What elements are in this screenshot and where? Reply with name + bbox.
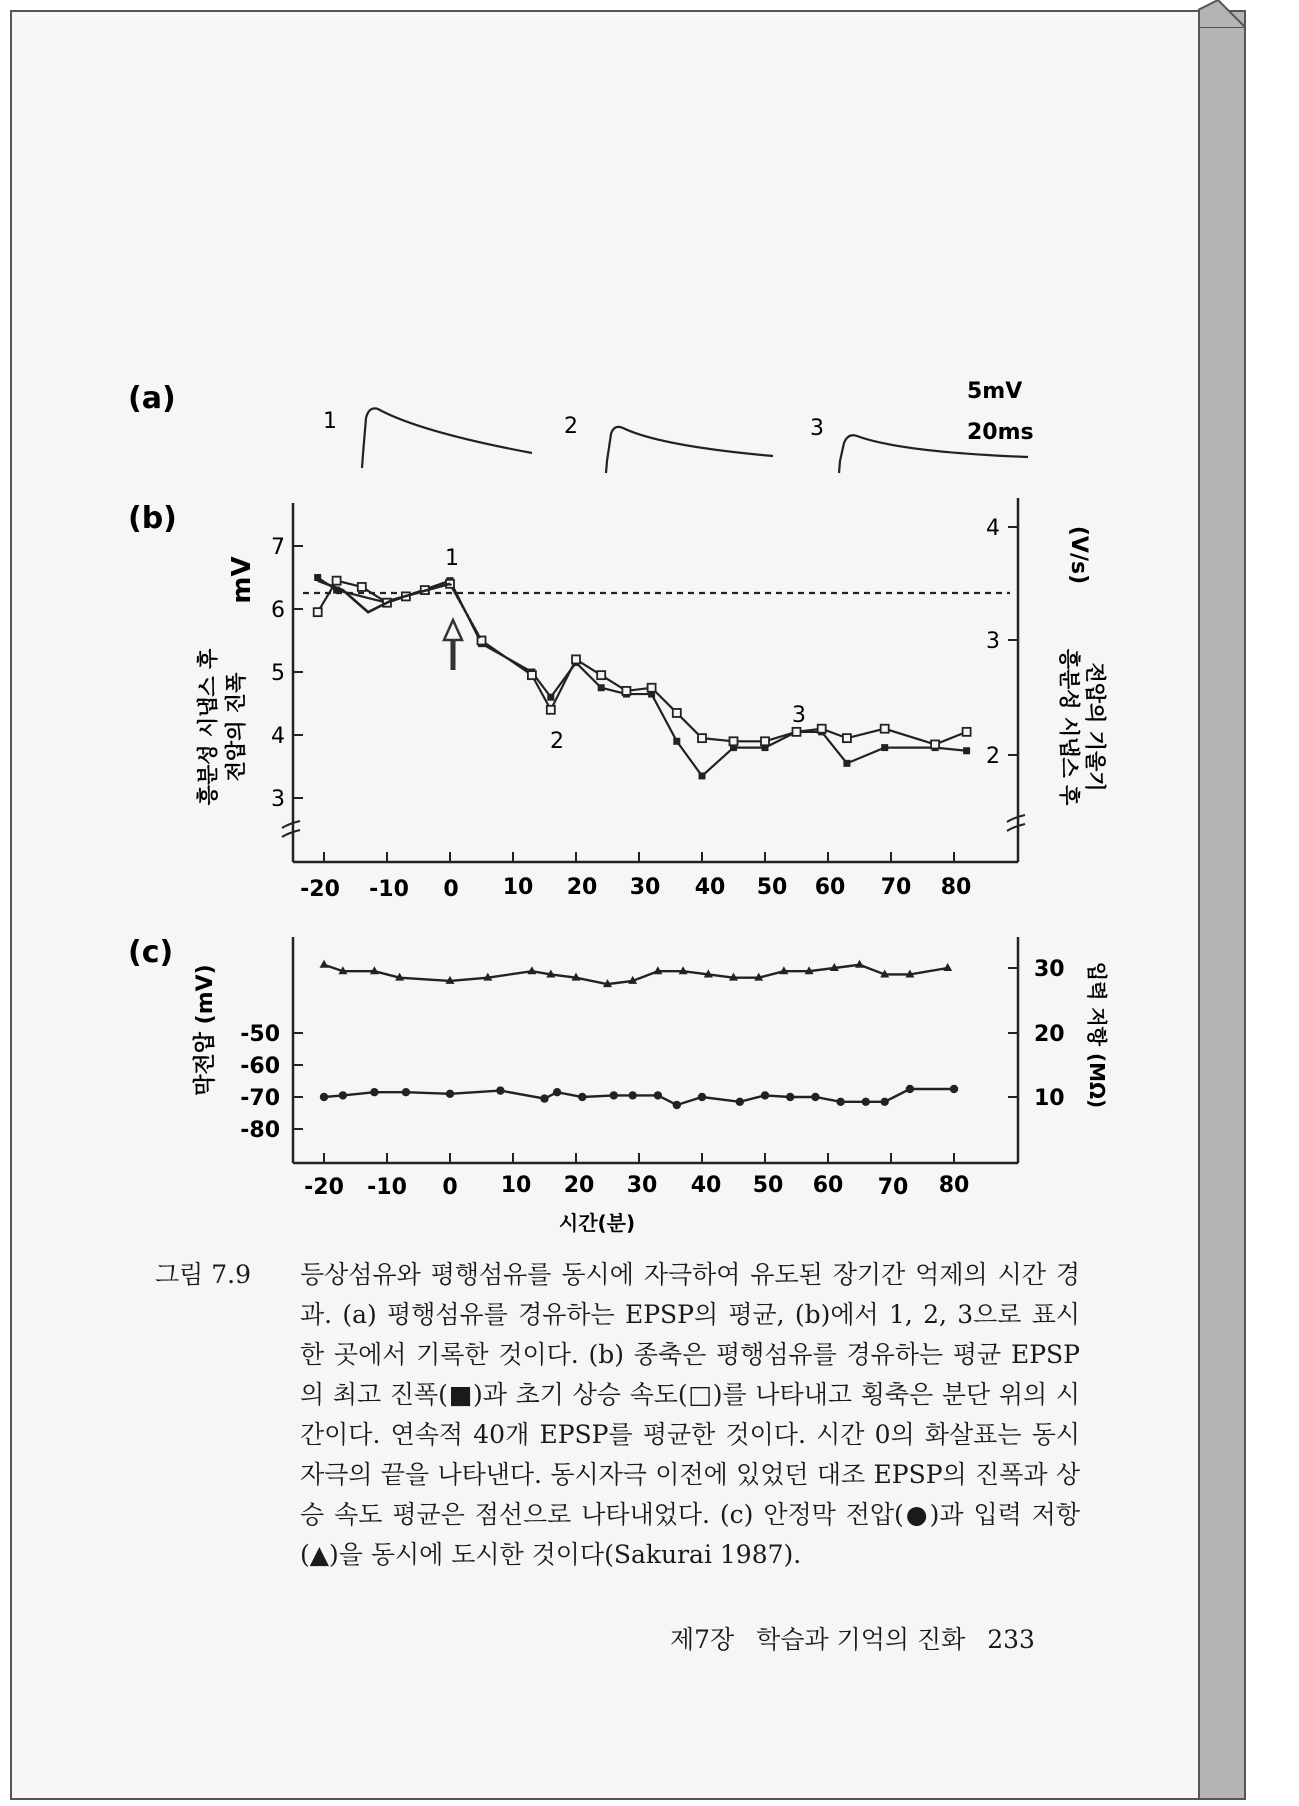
c-xtick-m20: -20 [304, 1175, 344, 1200]
c-ytick-m80: -80 [240, 1118, 280, 1143]
b-slope-marker-15 [698, 734, 706, 742]
trace-1-label: 1 [323, 409, 337, 434]
b-left-axis-break [282, 821, 300, 837]
panel-b-label: (b) [128, 501, 177, 536]
c-y-axis-title: 막전압 (mV) [193, 964, 218, 1096]
c-membrane-potential-marker-11 [654, 1091, 662, 1099]
b-annot-3: 3 [792, 703, 806, 728]
b-stim-arrow [444, 620, 462, 670]
b-xtick-0: 0 [443, 877, 459, 902]
b-xtick-80: 80 [940, 875, 972, 900]
c-membrane-potential-marker-19 [862, 1098, 870, 1106]
b-annot-1: 1 [445, 546, 459, 571]
c-y2tick-20: 20 [1034, 1022, 1065, 1047]
scale-mv-label: 5mV [967, 379, 1023, 404]
y2-axis-title-line1: 흥분성 시냅스 후 [1057, 648, 1081, 806]
b-ytick-3: 3 [271, 787, 285, 812]
b-amplitude-marker-17 [843, 760, 850, 767]
b-xtick-60: 60 [814, 875, 846, 900]
c-y2-ticks [1008, 968, 1018, 1097]
panel-a [128, 379, 1034, 473]
b-ytick-6: 6 [271, 598, 285, 623]
c-membrane-potential-marker-4 [446, 1090, 454, 1098]
b-xtick-40: 40 [694, 875, 726, 900]
c-ytick-m70: -70 [240, 1086, 280, 1111]
trace-2-label: 2 [564, 414, 578, 439]
c-y2tick-10: 10 [1034, 1086, 1065, 1111]
c-ytick-m60: -60 [240, 1054, 280, 1079]
c-membrane-potential-marker-16 [786, 1093, 794, 1101]
c-membrane-potential-marker-1 [339, 1091, 347, 1099]
footer-title: 학습과 기억의 진화 [756, 1625, 966, 1654]
c-input-resistance-marker-0 [320, 960, 329, 968]
caption-text: 등상섬유와 평행섬유를 동시에 자극하여 유도된 장기간 억제의 시간 경과. (a) 평행섬유를 경유하는 EPSP의 평균, (b)에서 1, 2, 3으로 표시한 곳에서 기록한 것이다. (b) 종축은 평행섬유를 경유하는 평균 EPSP의 최고 진폭(■)과 초기 상승 속도(□)를 나타내고 횡축은 분단 위의 시간이다. 연속적 40개 EPSP를 평균한 것이다. 시간 0의 화살표는 동시자극의 끝을 나타낸다. 동시자극 이전에 있었던 대조 EPSP의 진폭과 상승 속도 평균은 점선으로 나타내었다. (c) 안정막 전압(●)과 입력 저항(▲)을 동시에 도시한 것이다(Sakurai 1987). [300, 1260, 1080, 1569]
y2-axis-title-line2: 전압의 기울기 [1083, 662, 1107, 792]
b-annot-2: 2 [550, 729, 564, 754]
trace-3-label: 3 [810, 416, 824, 441]
panel-a-label: (a) [128, 381, 176, 416]
c-membrane-potential-marker-18 [836, 1098, 844, 1106]
b-slope-marker-9 [547, 706, 555, 714]
b-y2tick-4: 4 [986, 516, 1000, 541]
c-xtick-60: 60 [812, 1173, 844, 1198]
c-plot-area [320, 960, 959, 1109]
b-y-ticks [293, 546, 303, 798]
b-slope-marker-23 [963, 728, 971, 736]
b-series-2-line [318, 581, 967, 745]
epsp-trace-1 [362, 408, 532, 468]
b-xtick-m10: -10 [369, 877, 409, 902]
footer-chapter: 제7장 [670, 1625, 735, 1654]
b-slope-marker-19 [818, 725, 826, 733]
b-slope-marker-11 [597, 671, 605, 679]
c-membrane-potential-marker-0 [320, 1093, 328, 1101]
b-amplitude-marker-20 [963, 747, 970, 754]
b-slope-marker-0 [314, 608, 322, 616]
c-xtick-40: 40 [690, 1173, 722, 1198]
c-membrane-potential-marker-9 [610, 1091, 618, 1099]
c-xtick-10: 10 [500, 1173, 532, 1198]
c-membrane-potential-marker-12 [673, 1101, 681, 1109]
b-slope-marker-18 [793, 728, 801, 736]
b-series-1-line [318, 578, 967, 776]
panel-b [128, 498, 1107, 902]
b-amplitude-marker-11 [673, 738, 680, 745]
b-plot-area [314, 574, 971, 779]
epsp-trace-2 [606, 427, 773, 473]
c-y2-axis-title: 입력 저항 (MΩ) [1085, 961, 1109, 1109]
b-ytick-4: 4 [271, 724, 285, 749]
b-amplitude-marker-0 [314, 574, 321, 581]
c-xtick-80: 80 [938, 1173, 970, 1198]
b-slope-marker-12 [622, 687, 630, 695]
scale-ms-label: 20ms [967, 420, 1034, 445]
b-y2tick-3: 3 [986, 629, 1000, 654]
b-slope-marker-16 [730, 737, 738, 745]
b-x-tick-marks [324, 852, 954, 862]
b-amplitude-marker-8 [598, 684, 605, 691]
c-xtick-m10: -10 [367, 1175, 407, 1200]
b-slope-marker-20 [843, 734, 851, 742]
c-xtick-20: 20 [563, 1173, 595, 1198]
c-membrane-potential-marker-21 [906, 1085, 914, 1093]
c-xtick-0: 0 [442, 1175, 458, 1200]
c-membrane-potential-marker-5 [496, 1086, 504, 1094]
b-xtick-70: 70 [880, 875, 912, 900]
c-membrane-potential-marker-20 [881, 1098, 889, 1106]
panel-c [128, 935, 1109, 1235]
b-xtick-50: 50 [756, 875, 788, 900]
c-membrane-potential-line [324, 1089, 954, 1105]
b-ytick-5: 5 [271, 661, 285, 686]
b-right-axis-break [1007, 815, 1025, 831]
c-input-resistance-marker-6 [527, 966, 536, 974]
page-footer [670, 1620, 1049, 1656]
b-xtick-10: 10 [502, 875, 534, 900]
c-xtick-50: 50 [752, 1173, 784, 1198]
c-membrane-potential-marker-3 [402, 1088, 410, 1096]
b-y2-ticks [1008, 527, 1018, 755]
c-membrane-potential-marker-2 [370, 1088, 378, 1096]
b-slope-marker-21 [881, 725, 889, 733]
c-membrane-potential-marker-14 [736, 1098, 744, 1106]
c-input-resistance-line [324, 965, 948, 984]
page-number: 233 [987, 1625, 1035, 1654]
c-membrane-potential-marker-17 [811, 1093, 819, 1101]
b-xtick-20: 20 [566, 875, 598, 900]
b-slope-marker-13 [648, 684, 656, 692]
c-y-ticks [293, 1033, 303, 1129]
b-xtick-m20: -20 [300, 877, 340, 902]
b-slope-marker-22 [931, 740, 939, 748]
b-slope-marker-10 [572, 655, 580, 663]
b-amplitude-marker-18 [881, 744, 888, 751]
b-slope-marker-14 [673, 709, 681, 717]
c-input-resistance-marker-19 [855, 960, 864, 968]
b-slope-marker-8 [528, 671, 536, 679]
y-unit-mv: mV [227, 556, 257, 604]
b-slope-marker-2 [358, 583, 366, 591]
b-y2tick-2: 2 [986, 744, 1000, 769]
b-amplitude-marker-6 [547, 694, 554, 701]
c-x-tick-marks [324, 1153, 954, 1163]
panel-c-label: (c) [128, 935, 174, 970]
y2-unit-vs: (V/s) [1066, 525, 1091, 585]
c-xtick-70: 70 [877, 1175, 909, 1200]
c-xtick-30: 30 [626, 1173, 658, 1198]
c-input-resistance-marker-22 [943, 963, 952, 971]
c-membrane-potential-marker-10 [629, 1091, 637, 1099]
b-amplitude-marker-12 [699, 772, 706, 779]
b-ytick-7: 7 [271, 535, 285, 560]
c-membrane-potential-marker-22 [950, 1085, 958, 1093]
y-axis-title-line1: 흥분성 시냅스 후 [196, 648, 220, 806]
caption-label: 그림 7.9 [155, 1260, 252, 1289]
y-axis-title-line2: 전압의 진폭 [224, 672, 248, 782]
c-ytick-m50: -50 [240, 1022, 280, 1047]
c-y2tick-30: 30 [1034, 957, 1065, 982]
b-slope-marker-1 [333, 577, 341, 585]
c-membrane-potential-marker-13 [698, 1093, 706, 1101]
c-membrane-potential-marker-8 [578, 1093, 586, 1101]
c-membrane-potential-marker-6 [540, 1094, 548, 1102]
c-x-axis-title: 시간(분) [558, 1211, 636, 1235]
c-membrane-potential-marker-7 [553, 1088, 561, 1096]
b-xtick-30: 30 [629, 875, 661, 900]
c-membrane-potential-marker-15 [761, 1091, 769, 1099]
b-slope-marker-17 [761, 737, 769, 745]
